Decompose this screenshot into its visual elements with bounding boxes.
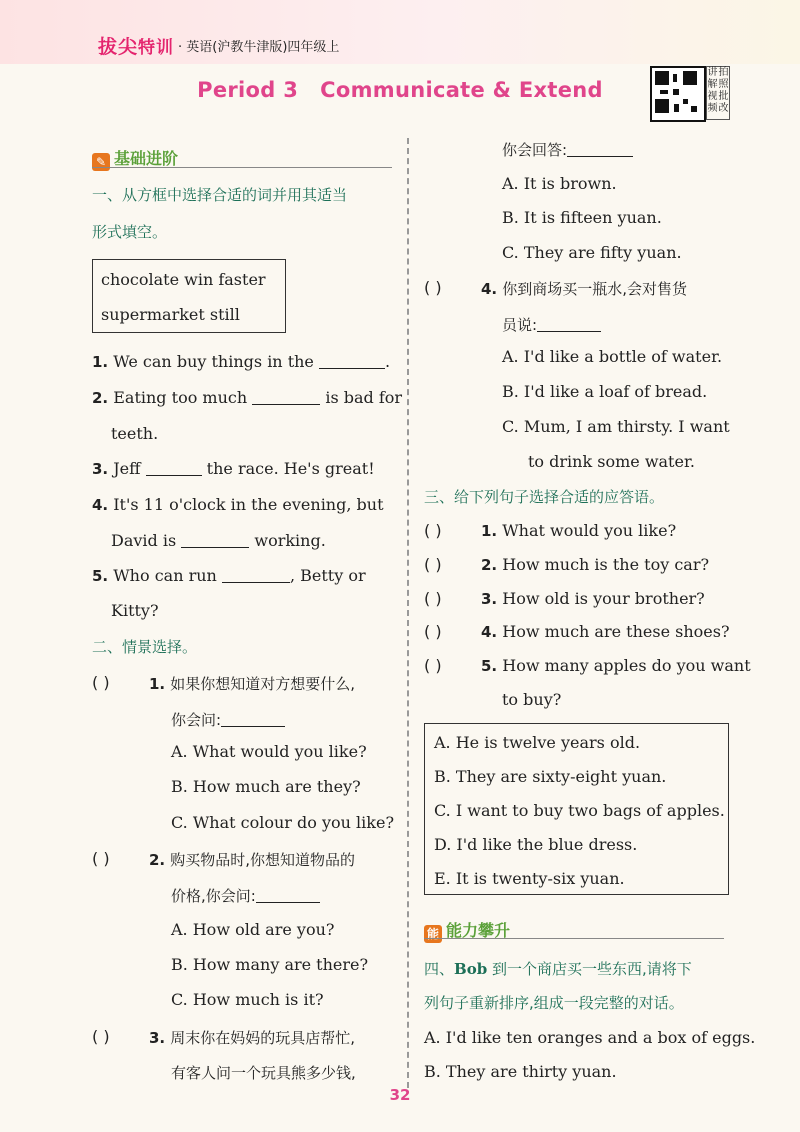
word-box-line2: supermarket still (101, 305, 240, 324)
q1-heading-cont: 形式填空。 (92, 223, 168, 241)
mc-option-cont: to drink some water. (528, 452, 695, 471)
fill-item-2: 2. Eating too much is bad for (92, 388, 403, 407)
mc-question-1: 1. 如果你想知道对方想要什么, (149, 675, 356, 693)
mc-option: B. How many are there? (171, 955, 369, 974)
mc-option: A. What would you like? (171, 742, 367, 761)
mc-question-3-cont: 有客人问一个玩具熊多少钱, (171, 1064, 356, 1082)
match-item-1: 1. What would you like? (481, 521, 677, 540)
q1-heading: 一、从方框中选择合适的词并用其适当 (92, 186, 348, 204)
series-title: · 英语(沪教牛津版)四年级上 (178, 40, 340, 55)
answer-paren[interactable]: ( ) (424, 589, 442, 608)
answer-blank[interactable] (221, 712, 285, 727)
q3-heading: 三、给下列句子选择合适的应答语。 (424, 488, 665, 506)
answer-option: E. It is twenty-six yuan. (434, 869, 625, 888)
pencil-icon: ✎ (92, 153, 110, 171)
answer-option: C. I want to buy two bags of apples. (434, 801, 725, 820)
fill-item-4-cont: David is working. (111, 531, 326, 550)
answer-blank[interactable] (256, 888, 320, 903)
mc-option: B. I'd like a loaf of bread. (502, 382, 708, 401)
answer-blank[interactable] (252, 390, 320, 405)
mc-option: A. It is brown. (502, 174, 617, 193)
ability-icon: 能 (424, 925, 442, 943)
answer-paren[interactable]: ( ) (424, 521, 442, 540)
match-item-4: 4. How much are these shoes? (481, 622, 730, 641)
q4-heading-cont: 列句子重新排序,组成一段完整的对话。 (424, 994, 684, 1012)
page-number: 32 (389, 1086, 411, 1104)
answer-blank[interactable] (181, 533, 249, 548)
mc-question-4: 4. 你到商场买一瓶水,会对售货 (481, 280, 688, 298)
answer-option: B. They are sixty-eight yuan. (434, 767, 667, 786)
fill-item-4: 4. It's 11 o'clock in the evening, but (92, 495, 384, 514)
mc-question-3-answer-prompt: 你会回答: (502, 139, 633, 160)
column-divider (407, 138, 409, 1088)
section-advanced: 能 能力攀升 (424, 918, 510, 943)
page-title: Period 3 Communicate & Extend (197, 78, 603, 102)
answer-paren[interactable]: ( ) (92, 849, 110, 868)
q2-heading: 二、情景选择。 (92, 638, 198, 656)
mc-option: B. How much are they? (171, 777, 361, 796)
fill-item-1: 1. We can buy things in the . (92, 352, 391, 371)
answer-paren[interactable]: ( ) (92, 673, 110, 692)
fill-item-3: 3. Jeff the race. He's great! (92, 459, 375, 478)
answer-blank[interactable] (146, 461, 202, 476)
answer-option: A. He is twelve years old. (434, 733, 641, 752)
section-underline (92, 167, 392, 168)
q4-heading: 四、Bob 到一个商店买一些东西,请将下 (424, 960, 692, 978)
brand-logo: 拔尖特训 (98, 36, 175, 58)
answer-paren[interactable]: ( ) (424, 555, 442, 574)
fill-item-2-cont: teeth. (111, 424, 159, 443)
mc-option: C. How much is it? (171, 990, 324, 1009)
mc-question-2: 2. 购买物品时,你想知道物品的 (149, 851, 356, 869)
answer-option: D. I'd like the blue dress. (434, 835, 638, 854)
match-item-5-cont: to buy? (502, 690, 562, 709)
answer-blank[interactable] (537, 317, 601, 332)
word-box-line1: chocolate win faster (101, 270, 266, 289)
mc-question-4-cont: 员说: (502, 314, 601, 335)
qr-code-icon[interactable] (650, 66, 706, 122)
match-item-3: 3. How old is your brother? (481, 589, 705, 608)
qr-caption: 讲 拍 解 照 视 批 频 改 (706, 66, 730, 120)
mc-option: C. They are fifty yuan. (502, 243, 682, 262)
answer-paren[interactable]: ( ) (424, 278, 442, 297)
answer-paren[interactable]: ( ) (424, 622, 442, 641)
mc-option: B. It is fifteen yuan. (502, 208, 662, 227)
fill-item-5: 5. Who can run , Betty or (92, 566, 366, 585)
match-item-5: 5. How many apples do you want (481, 656, 751, 675)
mc-question-2-cont: 价格,你会问: (171, 885, 320, 906)
section-underline (424, 938, 724, 939)
match-item-2: 2. How much is the toy car? (481, 555, 710, 574)
mc-option: A. I'd like a bottle of water. (502, 347, 723, 366)
mc-question-3: 3. 周末你在妈妈的玩具店帮忙, (149, 1029, 356, 1047)
section-basic: ✎ 基础进阶 (92, 146, 178, 171)
answer-blank[interactable] (222, 568, 290, 583)
answer-paren[interactable]: ( ) (424, 656, 442, 675)
mc-question-1-cont: 你会问: (171, 709, 285, 730)
mc-option: C. Mum, I am thirsty. I want (502, 417, 730, 436)
order-item: B. They are thirty yuan. (424, 1062, 617, 1081)
mc-option: A. How old are you? (171, 920, 335, 939)
order-item: A. I'd like ten oranges and a box of eggs. (424, 1028, 756, 1047)
mc-option: C. What colour do you like? (171, 813, 395, 832)
answer-paren[interactable]: ( ) (92, 1027, 110, 1046)
answer-blank[interactable] (319, 354, 385, 369)
answer-blank[interactable] (567, 142, 633, 157)
fill-item-5-cont: Kitty? (111, 601, 159, 620)
